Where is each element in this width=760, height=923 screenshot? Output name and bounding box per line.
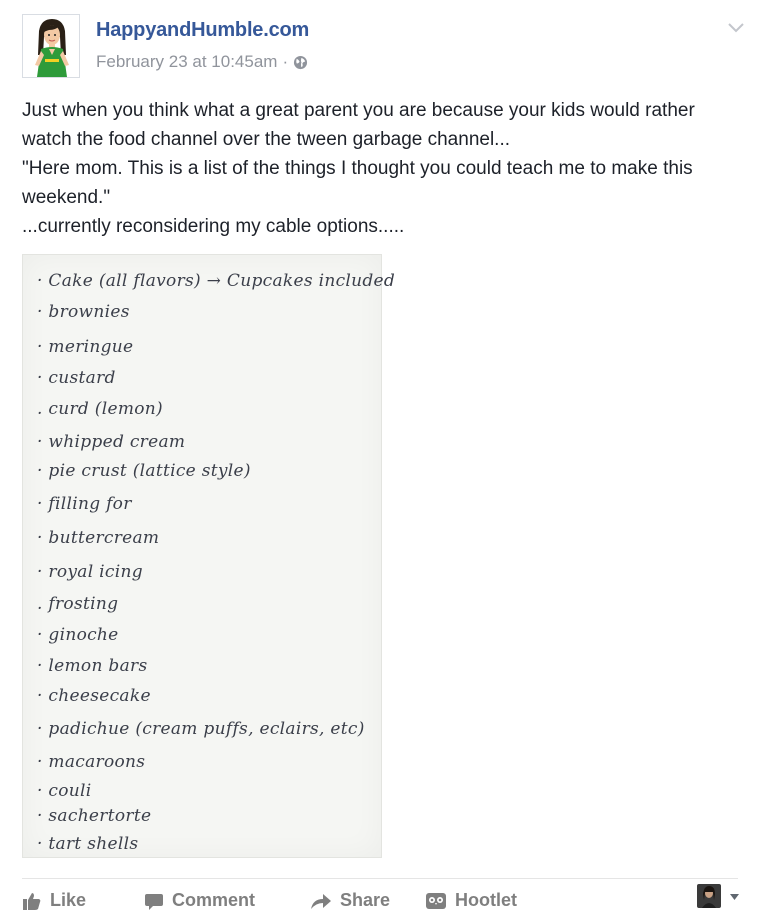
comment-icon [144,891,164,911]
profile-photo-icon [697,884,721,908]
thumbs-up-icon [22,891,42,911]
author-name-link[interactable]: HappyandHumble.com [96,19,310,41]
handwritten-list-item: . frosting [37,594,119,614]
handwritten-list-item: · pie crust (lattice style) [37,461,251,481]
post-action-bar [22,886,747,918]
handwritten-list-item: · lemon bars [37,656,148,676]
share-label: Share [340,890,391,910]
globe-icon[interactable] [293,55,308,70]
handwritten-list-item: . curd (lemon) [37,399,163,419]
caret-down-icon[interactable] [729,893,740,901]
handwritten-list-item: · padichue (cream puffs, eclairs, etc) [37,719,365,739]
comment-button[interactable] [144,890,255,911]
handwritten-list-item: · couli [37,781,92,801]
hootlet-label: Hootlet [455,890,517,910]
handwritten-list-item: · royal icing [37,562,143,582]
handwritten-list-item: · ginoche [37,625,119,645]
post-timestamp[interactable]: February 23 at 10:45am [96,52,278,71]
like-button[interactable] [22,890,86,911]
handwritten-list-item: · sachertorte [37,806,152,826]
action-bar-divider [22,878,738,879]
handwritten-list-item: · buttercream [37,528,160,548]
post-paragraph: "Here mom. This is a list of the things I thought you could teach me to make this weekend." [22,158,693,208]
handwritten-list-item: · tart shells [37,834,139,854]
post-photo[interactable] [22,254,396,858]
share-icon [310,891,332,911]
handwritten-list-item: · custard [37,368,116,388]
post-meta [96,52,308,72]
cartoon-woman-avatar-icon [23,15,79,77]
post-paragraph: Just when you think what a great parent you are because your kids would rather watch the food channel over the tween garbage channel... [22,100,695,150]
hootlet-button[interactable] [425,890,517,911]
handwritten-list-item: · brownies [37,302,130,322]
viewer-avatar[interactable] [697,884,721,908]
author-avatar[interactable] [22,14,80,78]
chevron-down-icon[interactable] [727,22,745,34]
handwritten-list-item: · filling for [37,494,132,514]
handwritten-list-item: · cheesecake [37,686,151,706]
share-button[interactable] [310,890,390,911]
comment-label: Comment [172,890,256,910]
meta-separator: · [282,52,289,71]
like-label: Like [50,890,87,910]
post-body [22,96,747,241]
hootlet-owl-icon [425,891,447,911]
handwritten-list-item: · whipped cream [37,432,186,452]
post-paragraph: ...currently reconsidering my cable options..... [22,216,405,237]
handwritten-list-item: · macaroons [37,752,146,772]
handwritten-list-item: · meringue [37,337,134,357]
handwritten-list-item: · Cake (all flavors) → Cupcakes included [37,271,396,291]
